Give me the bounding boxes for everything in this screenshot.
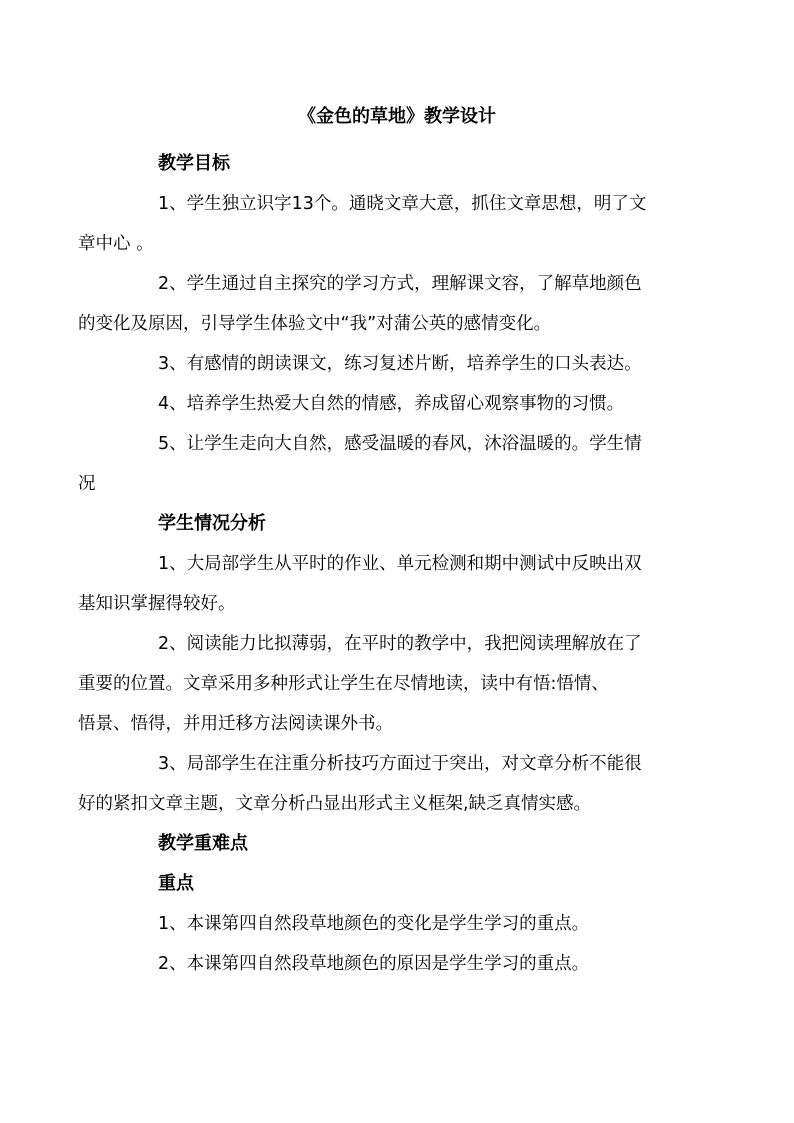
goal-paragraph-5 (78, 424, 690, 504)
text-line: 况 (78, 474, 96, 494)
text-line: 好的紧扣文章主题，文章分析凸显出形式主义框架,缺乏真情实感。 (78, 794, 592, 814)
text-line: 的变化及原因，引导学生体验文中“我”对蒲公英的感情变化。 (78, 314, 552, 334)
analysis-paragraph-3 (78, 744, 690, 824)
text-line: 1、本课第四自然段草地颜色的变化是学生学习的重点。 (158, 914, 590, 934)
text-line: 重要的位置。文章采用多种形式让学生在尽情地读，读中有悟:悟情、 (78, 674, 609, 694)
section-heading-key-difficulties: 教学重难点 (158, 833, 248, 854)
text-line: 2、本课第四自然段草地颜色的原因是学生学习的重点。 (158, 954, 590, 974)
text-line: 3、有感情的朗读课文，练习复述片断，培养学生的口头表达。 (158, 354, 642, 374)
section-heading-student-analysis: 学生情况分析 (158, 513, 266, 534)
text-line: 4、培养学生热爱大自然的情感，养成留心观察事物的习惯。 (158, 394, 625, 414)
text-line: 5、让学生走向大自然，感受温暖的春风，沐浴温暖的。学生情 (158, 434, 642, 454)
text-line: 2、阅读能力比拟薄弱，在平时的教学中，我把阅读理解放在了 (158, 634, 642, 654)
keypoint-paragraph-2 (118, 944, 690, 984)
text-line: 2、学生通过自主探究的学习方式，理解课文容，了解草地颜色 (158, 274, 642, 294)
document-title: 《金色的草地》教学设计 (298, 106, 496, 127)
document-body (78, 144, 690, 984)
keypoint-paragraph-1 (118, 904, 690, 944)
analysis-paragraph-1 (78, 544, 690, 624)
goal-paragraph-1 (78, 184, 690, 264)
goal-paragraph-3 (118, 344, 690, 384)
goal-paragraph-4 (118, 384, 690, 424)
text-line: 1、大局部学生从平时的作业、单元检测和期中测试中反映出双 (158, 554, 642, 574)
text-line: 3、局部学生在注重分析技巧方面过于突出，对文章分析不能很 (158, 754, 642, 774)
text-line: 1、学生独立识字13个。通晓文章大意，抓住文章思想，明了文 (158, 194, 647, 214)
analysis-paragraph-2 (78, 624, 690, 744)
section-heading-teaching-goals: 教学目标 (158, 153, 230, 174)
text-line: 悟景、悟得，并用迁移方法阅读课外书。 (78, 714, 393, 734)
text-line: 章中心 。 (78, 234, 154, 254)
goal-paragraph-2 (78, 264, 690, 344)
section-heading-key-points: 重点 (158, 873, 194, 894)
text-line: 基知识掌握得较好。 (78, 594, 236, 614)
